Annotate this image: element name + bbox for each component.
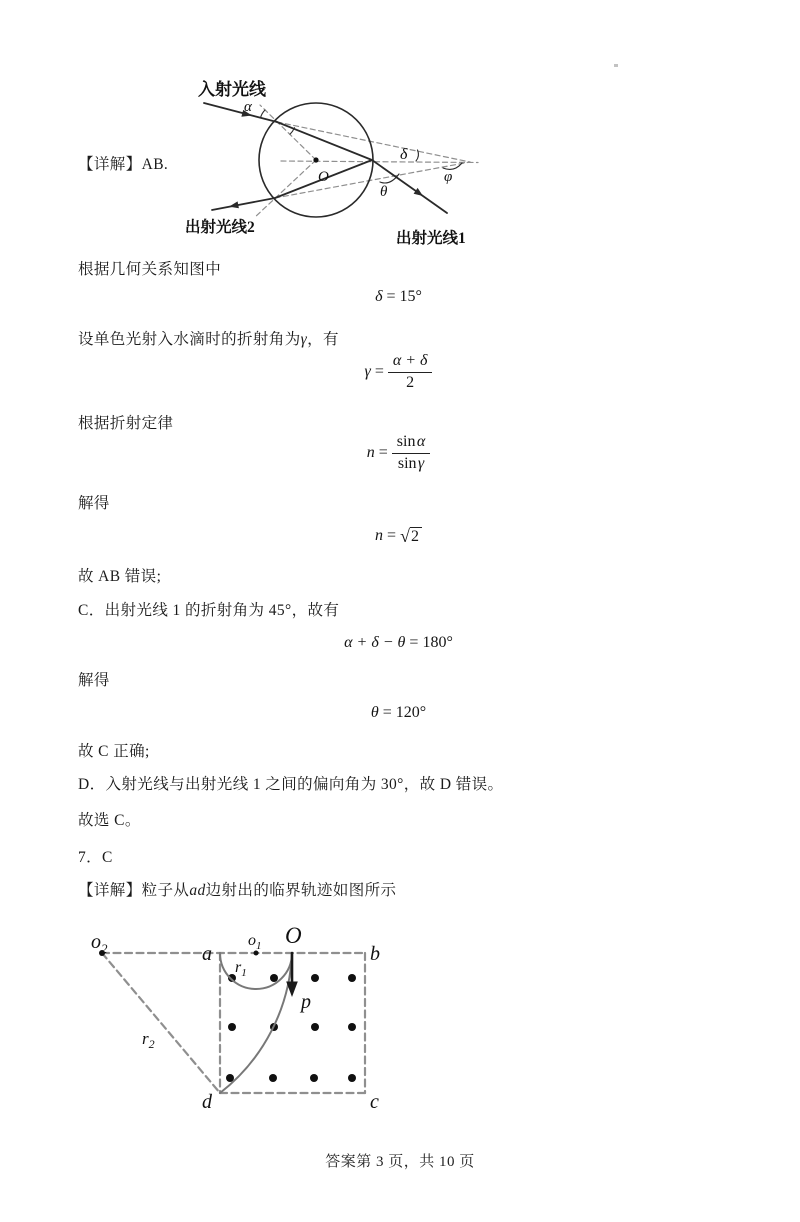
o1-label bbox=[248, 932, 262, 952]
diagram2-labels bbox=[91, 923, 380, 1113]
formula-angle-sum-eq: = bbox=[409, 634, 419, 651]
r1-label bbox=[235, 959, 247, 979]
small-critical-arc bbox=[220, 953, 292, 989]
delta-angle-arc bbox=[416, 150, 418, 161]
set-gamma-var: γ bbox=[300, 331, 308, 348]
scan-artifact-dot bbox=[614, 64, 618, 67]
o2-label bbox=[91, 931, 108, 956]
formula-gamma-fraction bbox=[388, 352, 433, 392]
corner-b-label: b bbox=[370, 943, 380, 965]
exit-ray-2-label: 出射光线2 bbox=[185, 219, 255, 236]
formula-theta-rhs: 120° bbox=[395, 704, 427, 721]
formula-n-radicand: 2 bbox=[410, 527, 422, 546]
c-right-line: 故 C 正确; bbox=[78, 743, 150, 760]
magnetic-field-diagram bbox=[91, 923, 380, 1113]
formula-delta-eq: = bbox=[386, 288, 396, 305]
r2-label bbox=[142, 1029, 155, 1051]
incident-ray-label: 入射光线 bbox=[198, 80, 266, 99]
exit-ray-1-label: 出射光线1 bbox=[396, 230, 466, 247]
corner-a-label: a bbox=[202, 943, 212, 965]
angle-marks bbox=[261, 110, 463, 183]
field-dot bbox=[269, 1074, 277, 1082]
radical-icon: √ bbox=[400, 525, 410, 546]
formula-gamma-den: 2 bbox=[406, 373, 415, 391]
r2-label-base: r bbox=[142, 1029, 149, 1048]
set-gamma-pre: 设单色光射入水滴时的折射角为 bbox=[78, 331, 301, 348]
formula-delta bbox=[0, 287, 797, 307]
momentum-p-label: p bbox=[301, 991, 311, 1013]
formula-delta-lhs: δ bbox=[375, 288, 383, 305]
field-dot bbox=[311, 1023, 319, 1031]
droplet-refraction-diagram bbox=[185, 79, 478, 247]
option-d-line: D．入射光线与出射光线 1 之间的偏向角为 30°，故 D 错误。 bbox=[78, 776, 504, 793]
detail-7-line bbox=[78, 878, 396, 900]
formula-gamma bbox=[0, 352, 797, 392]
r2-label-sub: 2 bbox=[148, 1037, 155, 1051]
delta-label: δ bbox=[400, 146, 408, 163]
field-dot bbox=[311, 974, 319, 982]
q7-answer-line: 7．C bbox=[78, 849, 113, 866]
normal-at-exit2-line bbox=[254, 160, 316, 218]
light-rays bbox=[204, 103, 447, 213]
formula-index-eq: = bbox=[378, 444, 388, 461]
o1-label-sub: 1 bbox=[256, 940, 262, 952]
formula-angle-sum bbox=[0, 633, 797, 653]
formula-index-den bbox=[398, 454, 424, 473]
formula-index-fraction bbox=[392, 433, 430, 473]
field-dot bbox=[270, 974, 278, 982]
field-dot bbox=[310, 1074, 318, 1082]
formula-n-value bbox=[0, 526, 797, 546]
geometry-line: 根据几何关系知图中 bbox=[78, 261, 222, 278]
formula-angle-sum-expr: α + δ − θ bbox=[344, 634, 406, 651]
formula-gamma-lhs: γ bbox=[364, 363, 371, 380]
field-dot bbox=[348, 1023, 356, 1031]
detail7-pre: 【详解】粒子从 bbox=[78, 882, 190, 899]
formula-index-lhs: n bbox=[366, 444, 375, 461]
o1-label-base: o bbox=[248, 932, 256, 949]
field-boundary bbox=[102, 953, 365, 1093]
formula-index-den-var: γ bbox=[417, 454, 425, 472]
alpha-angle-arc bbox=[261, 110, 266, 118]
normal-at-entry-line bbox=[260, 105, 316, 160]
formula-index-den-fn: sin bbox=[397, 454, 417, 472]
detail-ab-line: 【详解】AB. bbox=[78, 156, 169, 173]
corner-d-label: d bbox=[202, 1091, 212, 1113]
ab-wrong-line: 故 AB 错误; bbox=[78, 568, 162, 585]
circle-center-dot bbox=[313, 157, 318, 162]
corner-c-label: c bbox=[370, 1091, 379, 1113]
formula-theta-lhs: θ bbox=[370, 704, 379, 721]
formula-index-num bbox=[392, 433, 430, 453]
solve-line-1: 解得 bbox=[78, 495, 110, 512]
circle-center-label: O bbox=[318, 169, 329, 185]
entry-point-O-label: O bbox=[285, 923, 302, 948]
set-gamma-line bbox=[78, 327, 339, 349]
exit1-arrowhead-icon bbox=[414, 188, 423, 196]
r1-label-sub: 1 bbox=[241, 967, 247, 979]
refracted-ray bbox=[277, 122, 372, 160]
detail7-post: 边射出的临界轨迹如图所示 bbox=[205, 882, 397, 899]
formula-angle-sum-rhs: 180° bbox=[422, 634, 453, 651]
refraction-law-line: 根据折射定律 bbox=[78, 415, 174, 432]
detail7-var: ad bbox=[189, 882, 206, 899]
exit-ray-2 bbox=[212, 198, 275, 210]
horizontal-axis-line bbox=[281, 161, 478, 163]
solve-line-2: 解得 bbox=[78, 672, 110, 689]
set-gamma-post: ，有 bbox=[307, 331, 339, 348]
formula-n-eq: = bbox=[387, 527, 397, 544]
formula-index-num-fn: sin bbox=[396, 433, 416, 451]
r1-label-base: r bbox=[235, 959, 242, 976]
o2-to-d-radius-line bbox=[102, 953, 220, 1093]
option-c-line: C．出射光线 1 的折射角为 45°，故有 bbox=[78, 602, 340, 619]
formula-theta-value bbox=[0, 703, 797, 723]
formula-gamma-num: α + δ bbox=[388, 352, 433, 372]
theta-label: θ bbox=[380, 184, 388, 200]
formula-n-lhs: n bbox=[375, 527, 384, 544]
formula-theta-eq: = bbox=[382, 704, 392, 721]
formula-gamma-eq: = bbox=[374, 363, 384, 380]
field-dot bbox=[348, 974, 356, 982]
formula-delta-rhs: 15° bbox=[399, 288, 422, 305]
choose-line: 故选 C。 bbox=[78, 812, 141, 829]
o2-label-sub: 2 bbox=[101, 941, 108, 956]
formula-index-num-var: α bbox=[416, 433, 426, 451]
alpha-label: α bbox=[244, 99, 252, 115]
ray-arrowheads bbox=[229, 110, 423, 208]
field-dot bbox=[228, 1023, 236, 1031]
incident-ray bbox=[204, 103, 277, 122]
o2-label-base: o bbox=[91, 931, 101, 953]
field-dot bbox=[348, 1074, 356, 1082]
page-footer: 答案第 3 页，共 10 页 bbox=[325, 1154, 475, 1170]
trajectories bbox=[220, 953, 292, 1093]
phi-label: φ bbox=[444, 169, 453, 185]
formula-index bbox=[0, 433, 797, 473]
large-critical-arc bbox=[220, 953, 292, 1093]
